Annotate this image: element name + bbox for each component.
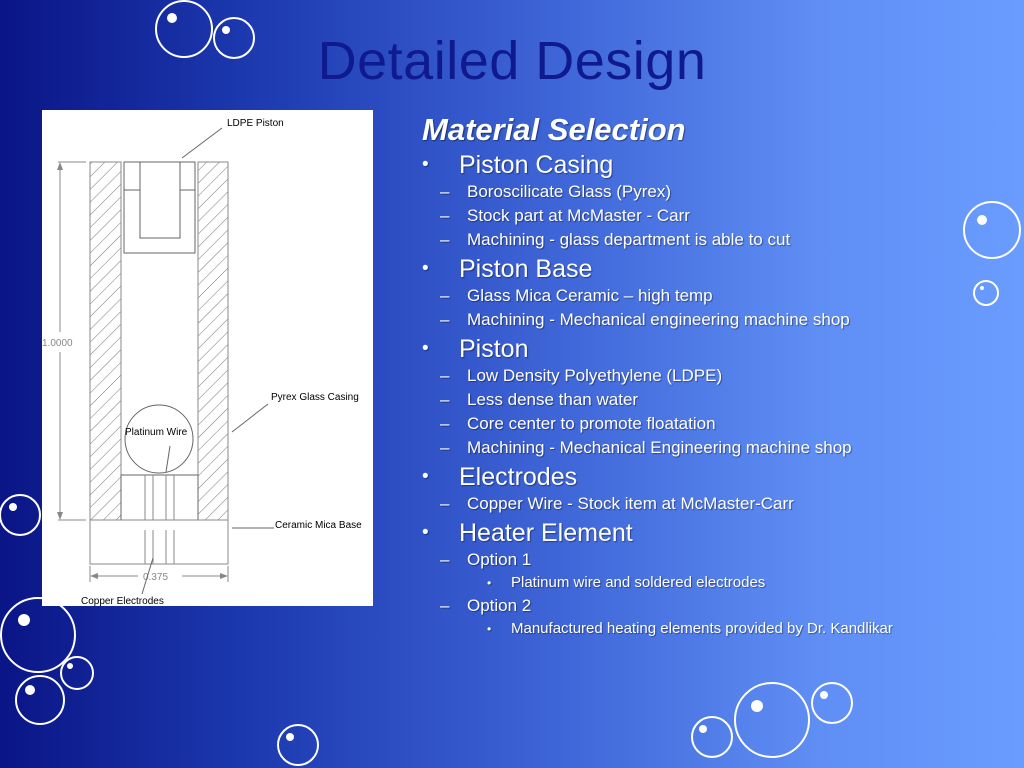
- sub-bullet-item-text: Option 1: [467, 550, 532, 569]
- bullet-item: [422, 254, 1017, 284]
- sub-sub-bullet-item-text: Platinum wire and soldered electrodes: [511, 574, 766, 591]
- bullet-item: [422, 334, 1017, 364]
- dash-marker: –: [440, 596, 450, 615]
- casing-left-wall: [90, 162, 121, 520]
- bullet-item-text: Piston: [459, 335, 529, 363]
- sub-bullet-group: [422, 364, 1017, 460]
- platinum-wire-label: Platinum Wire: [125, 427, 188, 438]
- sub-bullet-item: [385, 436, 1017, 460]
- sub-bullet-group: [422, 548, 1017, 640]
- copper-electrodes-label: Copper Electrodes: [81, 596, 164, 606]
- sub-bullet-item: [385, 548, 1017, 572]
- slide-title: Detailed Design: [317, 31, 707, 91]
- ceramic-base-shape: [121, 475, 198, 520]
- sub-bullet-item: [385, 284, 1017, 308]
- piston-diagram: [42, 110, 373, 606]
- sub-bullet-group: [422, 492, 1017, 516]
- casing-right-wall: [198, 162, 228, 520]
- sub-bullet-item-text: Low Density Polyethylene (LDPE): [467, 366, 723, 385]
- bullet-item: [422, 150, 1017, 180]
- sub-bullet-item-text: Option 2: [467, 596, 532, 615]
- sub-bullet-item-text: Boroscilicate Glass (Pyrex): [467, 182, 672, 201]
- sub-bullet-group: [422, 284, 1017, 332]
- height-dimension-label: 1.0000: [42, 338, 73, 349]
- pyrex-glass-casing-label: Pyrex Glass Casing: [271, 392, 359, 403]
- dash-marker: –: [440, 230, 450, 249]
- dash-marker: –: [440, 414, 450, 433]
- bullet-marker: •: [422, 154, 429, 175]
- bullet-marker: •: [487, 576, 492, 590]
- sub-sub-bullet-item-text: Manufactured heating elements provided by Dr. Kandlikar: [511, 620, 893, 637]
- sub-bullet-group: [422, 180, 1017, 252]
- ldpe-piston-label: LDPE Piston: [227, 118, 284, 129]
- bullet-item: [422, 462, 1017, 492]
- sub-bullet-item-text: Core center to promote floatation: [467, 414, 716, 433]
- bullet-item-text: Piston Casing: [459, 151, 614, 179]
- bullet-item-text: Heater Element: [459, 519, 633, 547]
- sub-bullet-item-text: Less dense than water: [467, 390, 639, 409]
- section-heading: Material Selection: [422, 112, 686, 147]
- sub-sub-bullet-item: [385, 572, 1017, 594]
- dash-marker: –: [440, 310, 450, 329]
- bullet-item-text: Piston Base: [459, 255, 593, 283]
- bullet-marker: •: [422, 466, 429, 487]
- bullet-marker: •: [422, 338, 429, 359]
- dash-marker: –: [440, 182, 450, 201]
- width-dimension-label: 0.375: [143, 572, 169, 583]
- bullet-marker: •: [487, 622, 492, 636]
- sub-bullet-item-text: Stock part at McMaster - Carr: [467, 206, 690, 225]
- sub-bullet-item-text: Copper Wire - Stock item at McMaster-Carr: [467, 494, 794, 513]
- dash-marker: –: [440, 286, 450, 305]
- sub-bullet-item: [385, 204, 1017, 228]
- ldpe-piston-shape: [124, 162, 195, 253]
- sub-bullet-item: [385, 364, 1017, 388]
- ceramic-mica-base-label: Ceramic Mica Base: [275, 520, 362, 531]
- sub-bullet-item: [385, 228, 1017, 252]
- sub-bullet-item: [385, 492, 1017, 516]
- bullet-item-text: Electrodes: [459, 463, 578, 491]
- platinum-wire-shape: [125, 405, 193, 473]
- dash-marker: –: [440, 494, 450, 513]
- dash-marker: –: [440, 438, 450, 457]
- sub-bullet-item-text: Machining - Mechanical engineering machine shop: [467, 310, 850, 329]
- bullet-marker: •: [422, 258, 429, 279]
- dash-marker: –: [440, 550, 450, 569]
- sub-bullet-item: [385, 388, 1017, 412]
- bullet-marker: •: [422, 522, 429, 543]
- dash-marker: –: [440, 206, 450, 225]
- sub-bullet-item-text: Machining - glass department is able to cut: [467, 230, 791, 249]
- sub-bullet-item-text: Glass Mica Ceramic – high temp: [467, 286, 713, 305]
- bullet-list: [422, 150, 1017, 640]
- sub-bullet-item-text: Machining - Mechanical Engineering machine shop: [467, 438, 852, 457]
- sub-bullet-item: [385, 180, 1017, 204]
- sub-bullet-item: [385, 308, 1017, 332]
- dash-marker: –: [440, 366, 450, 385]
- sub-sub-bullet-item: [385, 618, 1017, 640]
- bullet-item: [422, 518, 1017, 548]
- content-area: [422, 112, 1017, 642]
- dash-marker: –: [440, 390, 450, 409]
- sub-bullet-item: [385, 594, 1017, 618]
- sub-bullet-item: [385, 412, 1017, 436]
